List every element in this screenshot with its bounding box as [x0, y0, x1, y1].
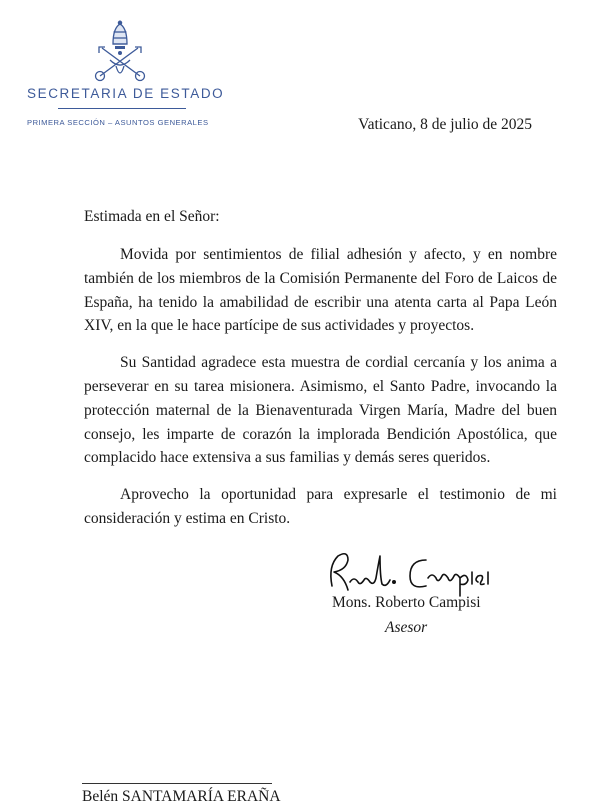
- addressee-name: Belén SANTAMARÍA ERAÑA: [82, 788, 281, 805]
- signer-name: Mons. Roberto Campisi: [332, 594, 481, 611]
- letter-body: [84, 243, 557, 544]
- letterhead-divider: [58, 108, 186, 109]
- date-line: Vaticano, 8 de julio de 2025: [358, 116, 532, 133]
- office-section: PRIMERA SECCIÓN – ASUNTOS GENERALES: [27, 118, 209, 127]
- salutation: Estimada en el Señor:: [84, 208, 220, 225]
- body-paragraph: Aprovecho la oportunidad para expresarle el testimonio de mi consideración y estima en Cristo.: [84, 486, 557, 527]
- body-paragraph: Movida por sentimientos de filial adhesión y afecto, y en nombre también de los miembros de la Comisión Permanente del Foro de Laicos de España, ha tenido la amabilidad de escribir una atenta carta al Papa León XIV, en la que le hace partícipe de sus actividades y proyectos.: [84, 246, 557, 335]
- office-title: SECRETARIA DE ESTADO: [27, 86, 225, 101]
- papal-coat-of-arms-icon: [92, 20, 148, 82]
- addressee-divider: [82, 783, 272, 784]
- signer-title: Asesor: [385, 619, 428, 636]
- body-paragraph: Su Santidad agradece esta muestra de cordial cercanía y los anima a perseverar en su tarea misionera. Asimismo, el Santo Padre, invocando la protección maternal de la Bienaventurada Virgen María, Madre del buen consejo, les imparte de corazón la implorada Bendición Apostólica, que complacido hace extensiva a sus familias y demás seres queridos.: [84, 354, 557, 467]
